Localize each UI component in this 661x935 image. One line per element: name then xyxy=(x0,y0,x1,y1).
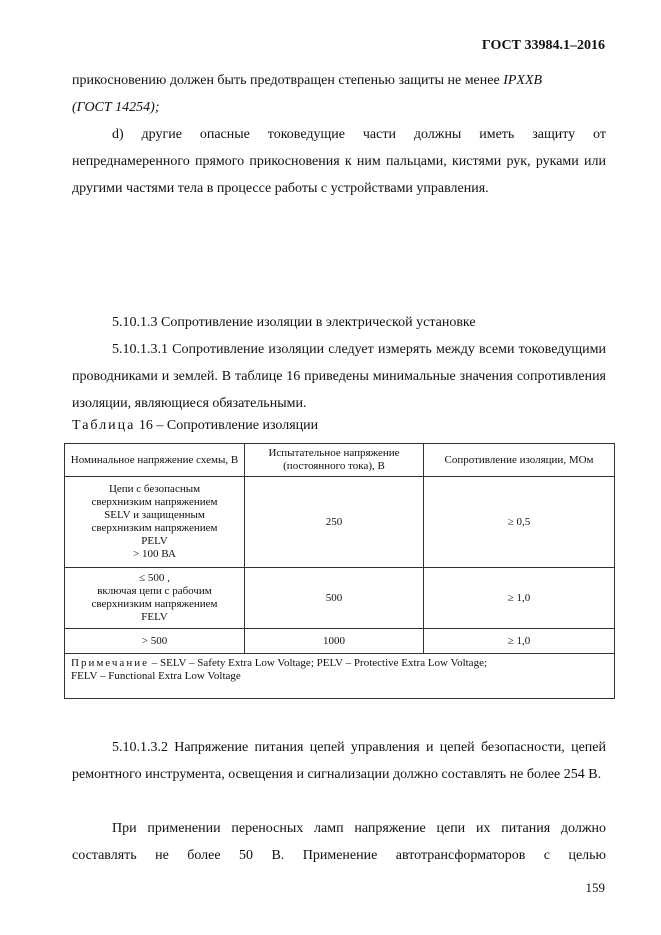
paragraph-5-10-1-3-2: 5.10.1.3.2 Напряжение питания цепей управления и цепей безопасности, цепей ремонтного инструмента, освещения и сигнализации должно составлять не более 254 В. xyxy=(72,740,606,782)
gost-reference: (ГОСТ 14254); xyxy=(72,100,160,115)
table-note-row xyxy=(65,654,615,699)
cell-line: SELV и защищенным xyxy=(104,509,205,521)
table-row xyxy=(65,477,615,568)
cell-line: ≤ 500 , xyxy=(139,572,170,584)
cell-line: > 100 ВА xyxy=(133,548,176,560)
page-number: 159 xyxy=(585,880,605,895)
cell-line: включая цепи с рабочим xyxy=(97,585,212,597)
note-text: – SELV – Safety Extra Low Voltage; PELV – Protective Extra Low Voltage; xyxy=(148,657,488,669)
paragraph-portable-lamps: При применении переносных ламп напряжение цепи их питания должно составлять не более 50 В. Применение автотрансформаторов с целью xyxy=(72,821,606,863)
row1-resistance: ≥ 0,5 xyxy=(424,477,615,568)
table-note xyxy=(65,654,615,699)
header-nominal-voltage: Номинальное напряжение схемы, В xyxy=(65,444,245,477)
row2-resistance: ≥ 1,0 xyxy=(424,568,615,629)
row2-nominal-voltage xyxy=(65,568,245,629)
cell-line: FELV xyxy=(141,611,168,623)
table-row xyxy=(65,629,615,654)
ip-code: IPXXB xyxy=(503,73,543,88)
table-header-row xyxy=(65,444,615,477)
table-caption-word: Таблица xyxy=(72,418,136,433)
note-text-line2: FELV – Functional Extra Low Voltage xyxy=(71,670,241,682)
row3-test-voltage: 1000 xyxy=(245,629,424,654)
paragraph-continuation-text: прикосновению должен быть предотвращен степенью защиты не менее xyxy=(72,73,504,88)
section-heading: 5.10.1.3 Сопротивление изоляции в электрической установке xyxy=(112,315,476,330)
note-label: Примечание xyxy=(71,657,149,669)
cell-line: Цепи с безопасным xyxy=(108,483,201,495)
table-caption xyxy=(72,418,318,434)
row3-resistance: ≥ 1,0 xyxy=(424,629,615,654)
cell-line: сверхнизким напряжением xyxy=(91,598,218,610)
document-id-header: ГОСТ 33984.1–2016 xyxy=(481,38,605,53)
row2-test-voltage: 500 xyxy=(245,568,424,629)
cell-line: сверхнизким напряжением xyxy=(91,522,218,534)
row3-nominal-voltage: > 500 xyxy=(65,629,245,654)
cell-line: сверхнизким напряжением xyxy=(91,496,218,508)
paragraph-item-d: d) другие опасные токоведущие части должны иметь защиту от непреднамеренного прямого прикосновения к ним пальцами, кистями рук, руками или другими частями тела в процессе работы с устройствами управления. xyxy=(72,127,606,196)
table-row xyxy=(65,568,615,629)
insulation-resistance-table xyxy=(64,443,615,699)
cell-line: PELV xyxy=(141,535,168,547)
paragraph-continuation xyxy=(72,67,606,121)
row1-test-voltage: 250 xyxy=(245,477,424,568)
header-test-voltage: Испытательное напряжение (постоянного тока), В xyxy=(245,444,424,477)
paragraph-5-10-1-3-1: 5.10.1.3.1 Сопротивление изоляции следует измерять между всеми токоведущими проводниками и землей. В таблице 16 приведены минимальные значения сопротивления изоляции, являющиеся обязательными. xyxy=(72,342,606,411)
row1-nominal-voltage xyxy=(65,477,245,568)
header-insulation-resistance: Сопротивление изоляции, МОм xyxy=(424,444,615,477)
table-caption-title: 16 – Сопротивление изоляции xyxy=(135,418,319,433)
